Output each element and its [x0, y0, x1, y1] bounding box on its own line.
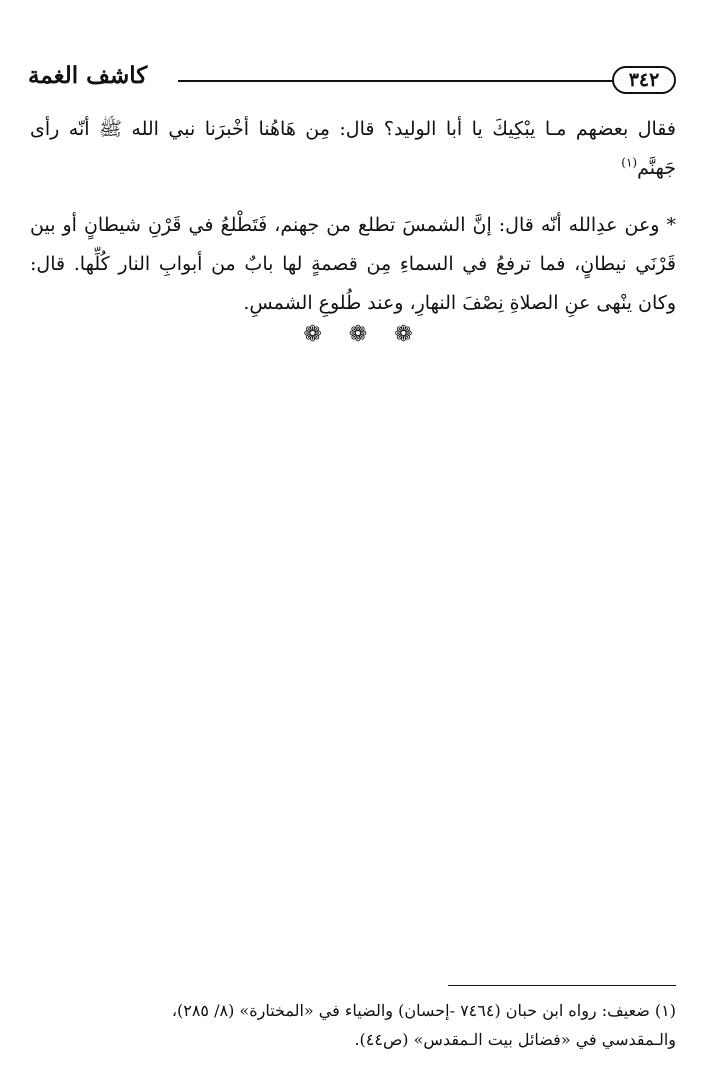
footnote-reference: (١) — [621, 155, 638, 170]
page-number: ٣٤٢ — [612, 66, 676, 94]
footnote-separator — [448, 985, 676, 986]
footnote — [40, 996, 676, 1054]
paragraph-1-text: فقال بعضهم مـا يبْكِيكَ يا أبا الوليد؟ قال: مِن هَاهُنا أخْبرَنا نبي الله ﷺ أنّه رأى جَهنَّم — [30, 118, 676, 179]
section-ornament: ❁ ❁ ❁ — [303, 322, 423, 347]
footnote-line-1: (١) ضعيف: رواه ابن حبان (٧٤٦٤ -إحسان) والضياء في «المختارة» (٨/ ٢٨٥)، — [171, 1001, 676, 1020]
book-title: كاشف الغمة — [28, 62, 148, 89]
paragraph-2: * وعن عدِالله أنّه قال: إنَّ الشمسَ تطلع من جهنم، فَتَطْلعُ في قَرْنِ شيطانٍ أو بين قَرْنَي نيطانٍ، فما ترفعُ في السماءِ مِن قصمةٍ لها بابٌ من أبوابِ النار كُلِّها. قال: وكان ينْهى عنِ الصلاةِ نِصْفَ النهارِ، وعند طُلوعِ الشمسِ. — [30, 214, 676, 314]
main-text — [30, 110, 676, 323]
page-header — [28, 62, 676, 102]
paragraph-1 — [30, 110, 676, 188]
header-rule — [178, 80, 614, 82]
footnote-line-2: والـمقدسي في «فضائل بيت الـمقدس» (ص٤٤). — [354, 1030, 676, 1049]
